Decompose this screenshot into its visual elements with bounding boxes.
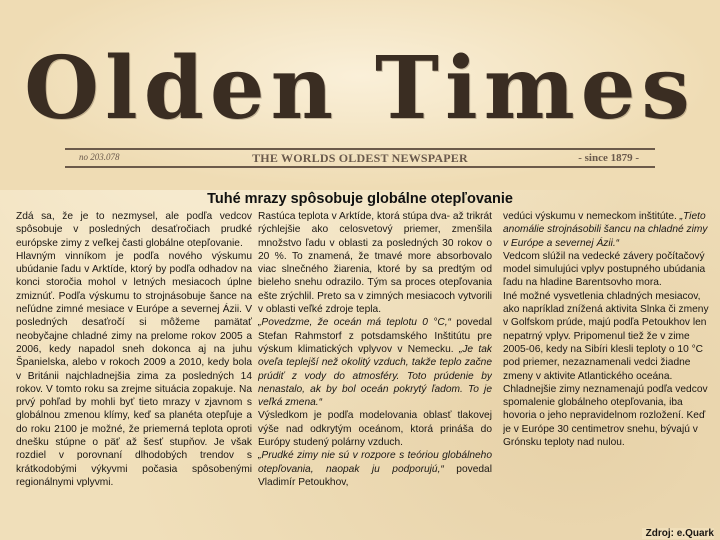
article-column-1	[16, 210, 252, 540]
article-column-3	[503, 210, 715, 540]
issue-number: no 203.078	[79, 152, 120, 162]
column-3-paragraph-4: Chladnejšie zimy neznamenajú podľa vedcov spomalenie globálneho otepľovania, iba hovoria o jeho nepravidelnom rozložení. Keď je v Európe 30 centimetrov snehu, bývajú v Grónsku teploty nad nulou.	[503, 383, 708, 449]
petoukhov-attribution: povedal Vladimír Petoukhov,	[258, 463, 492, 488]
column-2-paragraph-4	[258, 449, 492, 489]
since-year: - since 1879 -	[578, 152, 639, 164]
masthead-tagline: THE WORLDS OLDEST NEWSPAPER	[252, 151, 468, 165]
masthead-top-rule	[65, 148, 655, 150]
masthead-bottom-rule	[65, 166, 655, 168]
anomaly-quote: „Tieto anomálie strojnásobili šancu na chladné zimy v Európe a severnej Ázii.“	[503, 211, 708, 249]
rahmstorf-quote-start: „Povedzme, že oceán má teplotu 0 °C,“	[258, 317, 451, 329]
column-1-paragraph-2: Hlavným vinníkom je podľa nového výskumu ubúdanie ľadu v Arktíde, ktorý by podľa odhadov na konci storočia mohol v letných mesiacoch úplne zmiznúť. Podľa výskumu to strojnásobuje šance na neľúdne zimné mesiace v Európe a severnej Ázii. V posledných desaťročí si môžeme pamätať neobyčajne chladné zimy na prelome rokov 2005 a 2006, kedy napadol sneh dokonca aj na juhu Španielska, alebo v rokoch 2009 a 2010, kedy bola v Británii najchladnejšia zima za posledných 14 rokov. V tomto roku sa zrejme situácia zopakuje. Na prvý pohľad by mohli byť tieto mrazy v zjavnom s globálnou zmenou klímy, keď sa planéta otepľuje a do roku 2100 je možné, že priemerná teplota oproti dnešku stúpne o päť až šesť stupňov. Je však rozdiel v porovnaní dlhodobých trendov s krátkodobými výkyvmi počasia spôsobenými regionálnymi vplyvmi.	[16, 250, 252, 488]
petoukhov-role: vedúci výskumu v nemeckom inštitúte.	[503, 211, 680, 222]
column-2-paragraph-2	[258, 316, 492, 409]
rahmstorf-quote-end: „Je tak oveľa teplejší než okolitý vzduch, takže teplo začne prúdiť z vody do atmosféry. Toto prúdenie by nenastalo, ak by bol oceán pokrytý ľadom. To je veľká zmena.“	[258, 343, 492, 409]
article-column-2	[258, 210, 492, 540]
masthead-info-row	[65, 151, 655, 165]
column-3-paragraph-1	[503, 210, 715, 250]
article-headline: Tuhé mrazy spôsobuje globálne otepľovanie	[207, 191, 513, 207]
column-3-paragraph-3: Iné možné vysvetlenia chladných mesiacov, ako napríklad znížená aktivita Slnka či zmeny v Golfskom prúde, majú podľa Petoukhov len nepatrný vplyv. Pripomenul tiež že v zime 2005-06, kedy na Sibíri klesli teploty o 10 °C pod priemer, nezaznamenali vedci žiadne zmeny v aktivite Atlantického oceána.	[503, 290, 709, 382]
newspaper-title: Olden Times	[24, 38, 696, 139]
column-1-paragraph-1: Zdá sa, že je to nezmysel, ale podľa vedcov spôsobuje v posledných desaťročiach prudké európske zimy z veľkej časti globálne otepľovanie.	[16, 211, 252, 249]
rahmstorf-attribution: povedal Stefan Rahmstorf z potsdamského Inštitútu pre výskum klimatických vplyvov v Nemecku.	[258, 317, 492, 355]
column-2-paragraph-1: Rastúca teplota v Arktíde, ktorá stúpa dva- až trikrát rýchlejšie ako celosvetový priemer, zmenšila množstvo ľadu v oblasti za posledných 30 rokov o 20 %. To znamená, že tmavé more absorbovalo viac slnečného žiarenia, ktoré by sa predtým od bieleho snehu odrazilo. Tým sa proces otepľovania ešte zrýchlil. Preto sa v zimných mesiacoch vytvorili v oblasti veľké zdroje tepla.	[258, 211, 492, 316]
column-3-paragraph-2: Vedcom slúžil na vedecké závery počítačový model simulujúci vplyv postupného ubúdania ľadu na hladine Barentsovho mora.	[503, 250, 706, 289]
petoukhov-quote: „Prudké zimy nie sú v rozpore s teóriou globálneho otepľovania, naopak ju podporujú,“	[258, 450, 492, 475]
article-source: Zdroj: e.Quark	[642, 528, 714, 539]
masthead	[0, 0, 720, 190]
column-2-paragraph-3: Výsledkom je podľa modelovania oblasť tlakovej výše nad odkrytým oceánom, ktorá prináša do Európy studený polárny vzduch.	[258, 410, 492, 449]
